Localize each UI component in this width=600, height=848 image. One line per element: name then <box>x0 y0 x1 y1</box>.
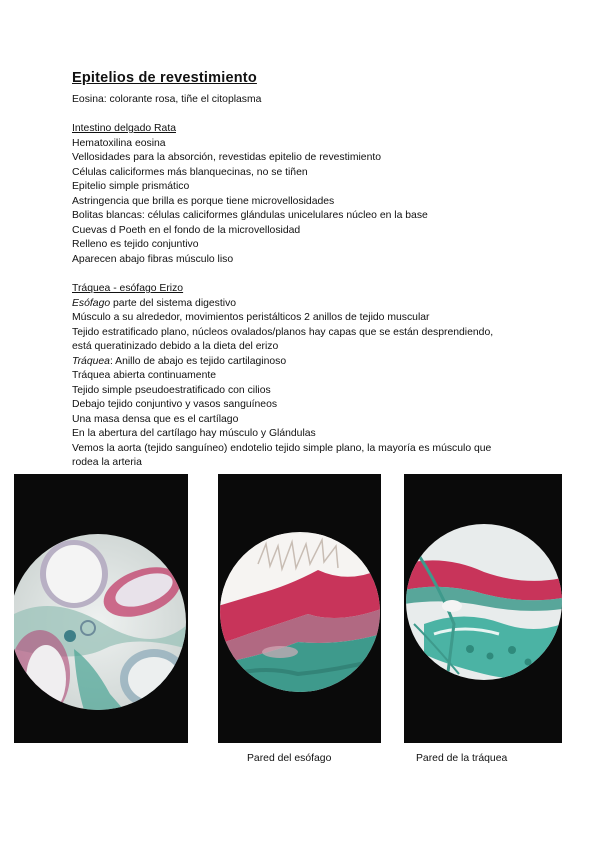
esofago-label: Esófago <box>72 297 111 309</box>
micrograph-esofago <box>218 474 381 743</box>
section2-line: Tejido simple pseudoestratificado con cilios <box>72 384 271 396</box>
section2-line: Tráquea abierta continuamente <box>72 370 217 381</box>
section1-line: Vellosidades para la absorción, revestidas epitelio de revestimiento <box>72 152 382 163</box>
micrograph-traquea <box>404 474 562 743</box>
section2-line: Debajo tejido conjuntivo y vasos sanguíneos <box>72 399 278 410</box>
section2-line: rodea la arteria <box>72 457 142 468</box>
micrograph-intestino <box>14 474 188 743</box>
section2-line: Tejido estratificado plano, núcleos ovalados/planos hay capas que se están desprendiendo, <box>72 326 494 338</box>
section1-line: Bolitas blancas: células caliciformes glándulas unicelulares núcleo en la base <box>72 210 428 221</box>
caption-esofago: Pared del esófago <box>247 753 332 764</box>
esofago-text: parte del sistema digestivo <box>110 297 237 309</box>
section1-line: Hematoxilina eosina <box>72 137 166 149</box>
section-heading-traquea-esofago: Tráquea - esófago Erizo <box>72 283 184 294</box>
section2-line: Músculo a su alrededor, movimientos peristálticos 2 anillos de tejido muscular <box>72 312 430 323</box>
section1-line: Cuevas d Poeth en el fondo de la microvellosidad <box>72 224 301 236</box>
section2-line: Vemos la aorta (tejido sanguíneo) endotelio tejido simple plano, la mayoría es músculo que <box>72 442 492 454</box>
section1-line: Células caliciformes más blanquecinas, no se tiñen <box>72 166 308 178</box>
intro-text: Eosina: colorante rosa, tiñe el citoplasma <box>72 94 262 105</box>
caption-traquea: Pared de la tráquea <box>416 753 508 764</box>
esofago-line <box>72 297 236 311</box>
section1-line: Astringencia que brilla es porque tiene microvellosidades <box>72 195 335 207</box>
section1-line: Aparecen abajo fibras músculo liso <box>72 253 234 265</box>
section-heading-intestino: Intestino delgado Rata <box>72 123 176 134</box>
section2-line: Una masa densa que es el cartílago <box>72 413 239 425</box>
section1-line: Epitelio simple prismático <box>72 181 190 192</box>
traquea-text: : Anillo de abajo es tejido cartilaginoso <box>109 355 287 367</box>
traquea-label: Tráquea <box>72 355 110 367</box>
section2-line: En la abertura del cartílago hay músculo y Glándulas <box>72 428 316 439</box>
page-title: Epitelios de revestimiento <box>72 70 257 86</box>
traquea-line <box>72 355 286 369</box>
section1-line: Relleno es tejido conjuntivo <box>72 239 199 250</box>
section2-line: está queratinizado debido a la dieta del erizo <box>72 341 279 352</box>
